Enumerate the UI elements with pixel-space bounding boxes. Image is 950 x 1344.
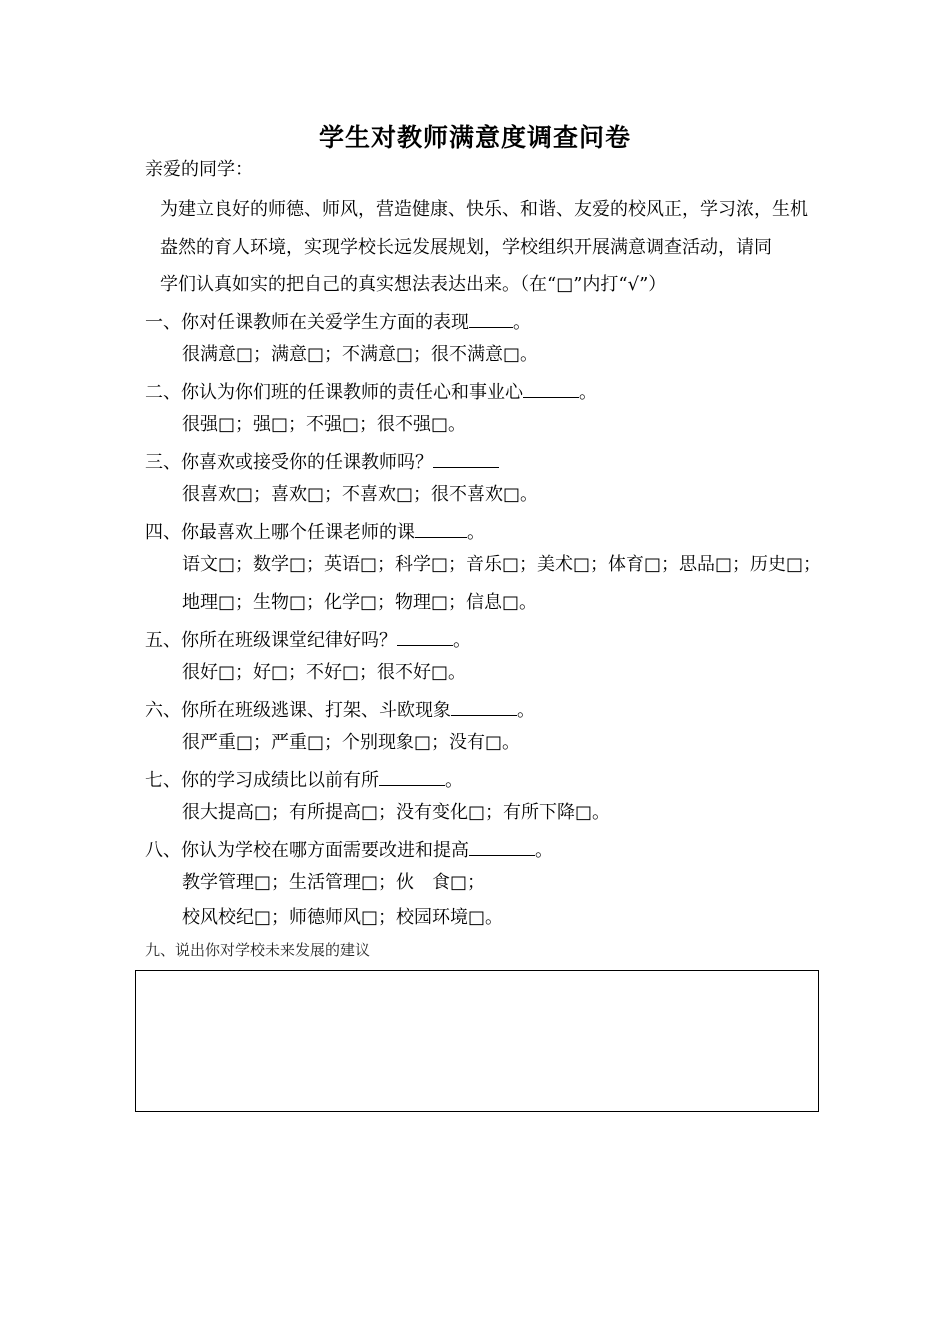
page-title: 学生对教师满意度调查问卷 bbox=[318, 123, 631, 152]
answer-blank-5[interactable] bbox=[397, 625, 453, 646]
question-9: 九、说出你对学校未来发展的建议 bbox=[145, 941, 371, 959]
question-3 bbox=[145, 447, 499, 476]
question-3-options[interactable]: 很喜欢□；喜欢□；不喜欢□；很不喜欢□。 bbox=[182, 484, 539, 505]
answer-blank-1[interactable] bbox=[469, 307, 513, 328]
question-2-text: 二、你认为你们班的任课教师的责任心和事业心 bbox=[145, 382, 523, 403]
intro-line-2: 盎然的育人环境，实现学校长远发展规划，学校组织开展满意调查活动，请同 bbox=[160, 237, 772, 258]
question-6 bbox=[145, 695, 535, 724]
answer-blank-2[interactable] bbox=[523, 377, 579, 398]
question-1-text: 一、你对任课教师在关爱学生方面的表现 bbox=[145, 312, 469, 333]
answer-blank-7[interactable] bbox=[379, 765, 445, 786]
question-5-options[interactable]: 很好□；好□；不好□；很不好□。 bbox=[182, 662, 467, 683]
question-4-text: 四、你最喜欢上哪个任课老师的课 bbox=[145, 522, 415, 543]
question-1 bbox=[145, 307, 531, 336]
suggestion-textbox[interactable] bbox=[135, 970, 819, 1112]
question-7 bbox=[145, 765, 463, 794]
question-2-options[interactable]: 很强□；强□；不强□；很不强□。 bbox=[182, 414, 467, 435]
intro-line-3: 学们认真如实的把自己的真实想法表达出来。（在“□”内打“√”） bbox=[160, 274, 667, 295]
question-3-text: 三、你喜欢或接受你的任课教师吗？ bbox=[145, 452, 433, 473]
answer-blank-6[interactable] bbox=[451, 695, 517, 716]
question-2 bbox=[145, 377, 597, 406]
answer-blank-4[interactable] bbox=[415, 517, 467, 538]
question-8-text: 八、你认为学校在哪方面需要改进和提高 bbox=[145, 840, 469, 861]
question-8 bbox=[145, 835, 553, 864]
question-6-suffix: 。 bbox=[517, 700, 535, 721]
question-4-suffix: 。 bbox=[467, 522, 485, 543]
question-6-options[interactable]: 很严重□；严重□；个别现象□；没有□。 bbox=[182, 732, 521, 753]
question-8-suffix: 。 bbox=[535, 840, 553, 861]
greeting: 亲爱的同学： bbox=[145, 159, 253, 180]
question-4 bbox=[145, 517, 485, 546]
question-8-options-line-2[interactable]: 校风校纪□；师德师风□；校园环境□。 bbox=[182, 907, 504, 928]
question-6-text: 六、你所在班级逃课、打架、斗欧现象 bbox=[145, 700, 451, 721]
answer-blank-3[interactable] bbox=[433, 447, 499, 468]
question-8-options-line-1[interactable]: 教学管理□；生活管理□；伙 食□； bbox=[182, 872, 486, 893]
question-4-options-line-2[interactable]: 地理□；生物□；化学□；物理□；信息□。 bbox=[182, 592, 538, 613]
question-5-text: 五、你所在班级课堂纪律好吗？ bbox=[145, 630, 397, 651]
question-5-suffix: 。 bbox=[453, 630, 471, 651]
answer-blank-8[interactable] bbox=[469, 835, 535, 856]
question-7-text: 七、你的学习成绩比以前有所 bbox=[145, 770, 379, 791]
question-7-suffix: 。 bbox=[445, 770, 463, 791]
question-5 bbox=[145, 625, 471, 654]
intro-line-1: 为建立良好的师德、师风，营造健康、快乐、和谐、友爱的校风正，学习浓，生机 bbox=[160, 199, 808, 220]
question-7-options[interactable]: 很大提高□；有所提高□；没有变化□；有所下降□。 bbox=[182, 802, 611, 823]
question-1-suffix: 。 bbox=[513, 312, 531, 333]
question-2-suffix: 。 bbox=[579, 382, 597, 403]
question-4-options-line-1[interactable]: 语文□；数学□；英语□；科学□；音乐□；美术□；体育□；思品□；历史□； bbox=[182, 554, 822, 575]
question-1-options[interactable]: 很满意□；满意□；不满意□；很不满意□。 bbox=[182, 344, 539, 365]
